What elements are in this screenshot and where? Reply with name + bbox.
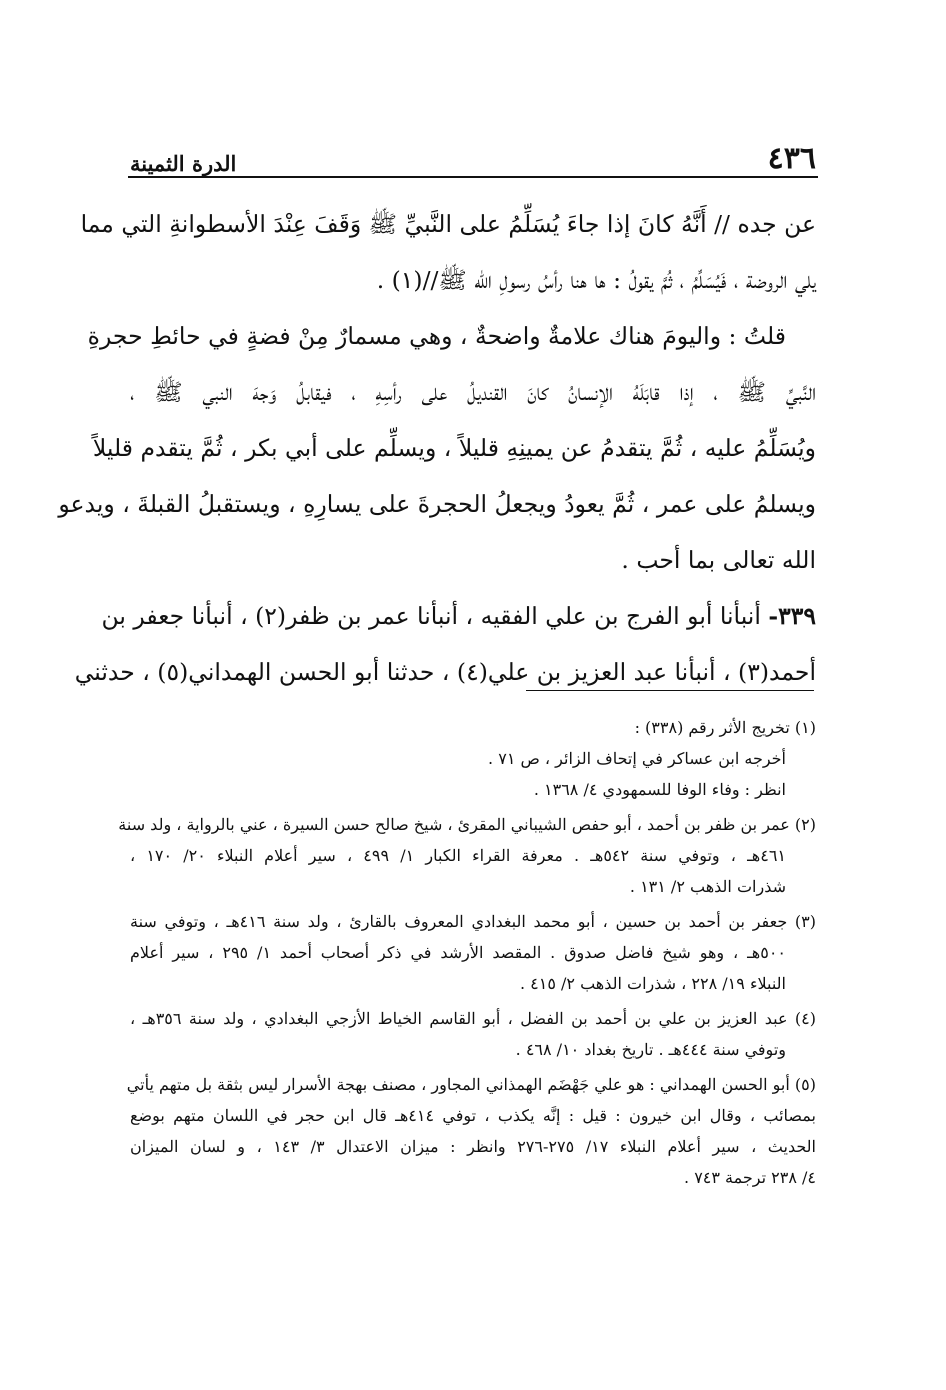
- footnote-2: (٢) عمر بن ظفر بن أحمد ، أبو حفص الشيباني المقرئ ، شيخ صالح حسن السيرة ، عني بالرواية ، ولد سنة: [118, 815, 816, 834]
- text-line: النَّبيِّ ﷺ ، إذا قابَلَهُ الإنسانُ كانَ القنديلُ على رأسِهِ ، فيقابلُ وَجهَ النبي ﷺ ،: [130, 378, 816, 406]
- footnote-line: ٤٦١هـ ، وتوفي سنة ٥٤٢هـ . معرفة القراء الكبار ١/ ٤٩٩ ، سير أعلام النبلاء ٢٠/ ١٧٠ ،: [130, 846, 786, 865]
- entry-line: [101, 588, 816, 644]
- footnote-line: النبلاء ١٩/ ٢٢٨ ، شذرات الذهب ٢/ ٤١٥ .: [519, 974, 786, 993]
- text-line: الله تعالى بما أحب .: [621, 546, 816, 574]
- text-line: ويُسَلِّمُ عليه ، ثُمَّ يتقدمُ عن يمينِهِ قليلاً ، ويسلِّم على أبي بكر ، ثُمَّ يتقدم قليلاً: [92, 434, 816, 462]
- entry-text: أنبأنا أبو الفرج بن علي الفقيه ، أنبأنا عمر بن ظفر(٢) ، أنبأنا جعفر بن: [101, 602, 761, 630]
- footnote-line: انظر : وفاء الوفا للسمهودي ٤/ ١٣٦٨ .: [533, 780, 786, 799]
- footnote-5: (٥) أبو الحسن الهمداني : هو علي جَهْضَم الهمذاني المجاور ، مصنف بهجة الأسرار ليس بثقة بل متهم يأتي: [126, 1075, 816, 1094]
- text-line: ويسلمُ على عمر ، ثُمَّ يعودُ ويجعلُ الحجرةَ على يسارِهِ ، ويستقبلُ القبلةَ ، ويدعو: [58, 490, 816, 518]
- footnote-1-title: (١) تخريج الأثر رقم (٣٣٨) :: [634, 718, 816, 737]
- footnote-line: وتوفي سنة ٤٤٤هـ . تاريخ بغداد ١٠/ ٤٦٨ .: [515, 1040, 786, 1059]
- book-title: الدرة الثمينة: [130, 151, 237, 176]
- footnote-line: أخرجه ابن عساكر في إتحاف الزائر ، ص ٧١ .: [488, 749, 786, 768]
- footnote-line: الحديث ، سير أعلام النبلاء ١٧/ ٢٧٥-٢٧٦ وانظر : ميزان الاعتدال ٣/ ١٤٣ ، و لسان الميزان: [130, 1137, 817, 1156]
- footnotes: [118, 712, 817, 1193]
- entry-number: ٣٣٩-: [768, 602, 816, 630]
- footnote-line: ٤/ ٢٣٨ ترجمة ٧٤٣ .: [684, 1168, 816, 1187]
- footnote-rule: [526, 690, 814, 691]
- text-line: يلي الروضة ، فَيُسَلِّمُ ، ثُمَّ يقولُ : ها هنا رأسُ رسولِ الله ﷺ//(١) .: [376, 266, 816, 294]
- footnote-line: بمصائب ، وقال ابن خيرون : قيل : إنَّه يكذب ، توفي ٤١٤هـ قال ابن حجر في اللسان متهم بوضع: [130, 1106, 816, 1125]
- footnote-3: (٣) جعفر بن أحمد بن حسين ، أبو محمد البغدادي المعروف بالقارئ ، ولد سنة ٤١٦هـ ، وتوفي سنة: [130, 912, 817, 931]
- footnote-line: ٥٠٠هـ ، وهو شيخ فاضل صدوق . المقصد الأرشد في ذكر أصحاب أحمد ١/ ٢٩٥ ، سير أعلام: [130, 943, 787, 962]
- footnote-4: (٤) عبد العزيز بن علي بن أحمد بن الفضل ، أبو القاسم الخياط الأزجي البغدادي ، ولد سنة ٣٥٦هـ ،: [130, 1009, 817, 1028]
- header-rule: [128, 176, 818, 178]
- footnote-line: شذرات الذهب ٢/ ١٣١ .: [629, 877, 786, 896]
- main-text: [58, 196, 816, 700]
- page-number: ٤٣٦: [767, 141, 816, 176]
- text-line: عن جده // أَنَّهُ كانَ إذا جاءَ يُسَلِّمُ على النَّبيِّ ﷺ وَقَفَ عِنْدَ الأسطوانةِ التي مما: [80, 210, 816, 238]
- running-header: [130, 132, 816, 174]
- entry-line: أحمد(٣) ، أنبأنا عبد العزيز بن علي(٤) ، حدثنا أبو الحسن الهمداني(٥) ، حدثني: [74, 658, 816, 686]
- text-line: قلتُ : واليومَ هناك علامةٌ واضحةٌ ، وهي مسمارٌ مِنْ فضةٍ في حائطِ حجرةِ: [87, 322, 786, 350]
